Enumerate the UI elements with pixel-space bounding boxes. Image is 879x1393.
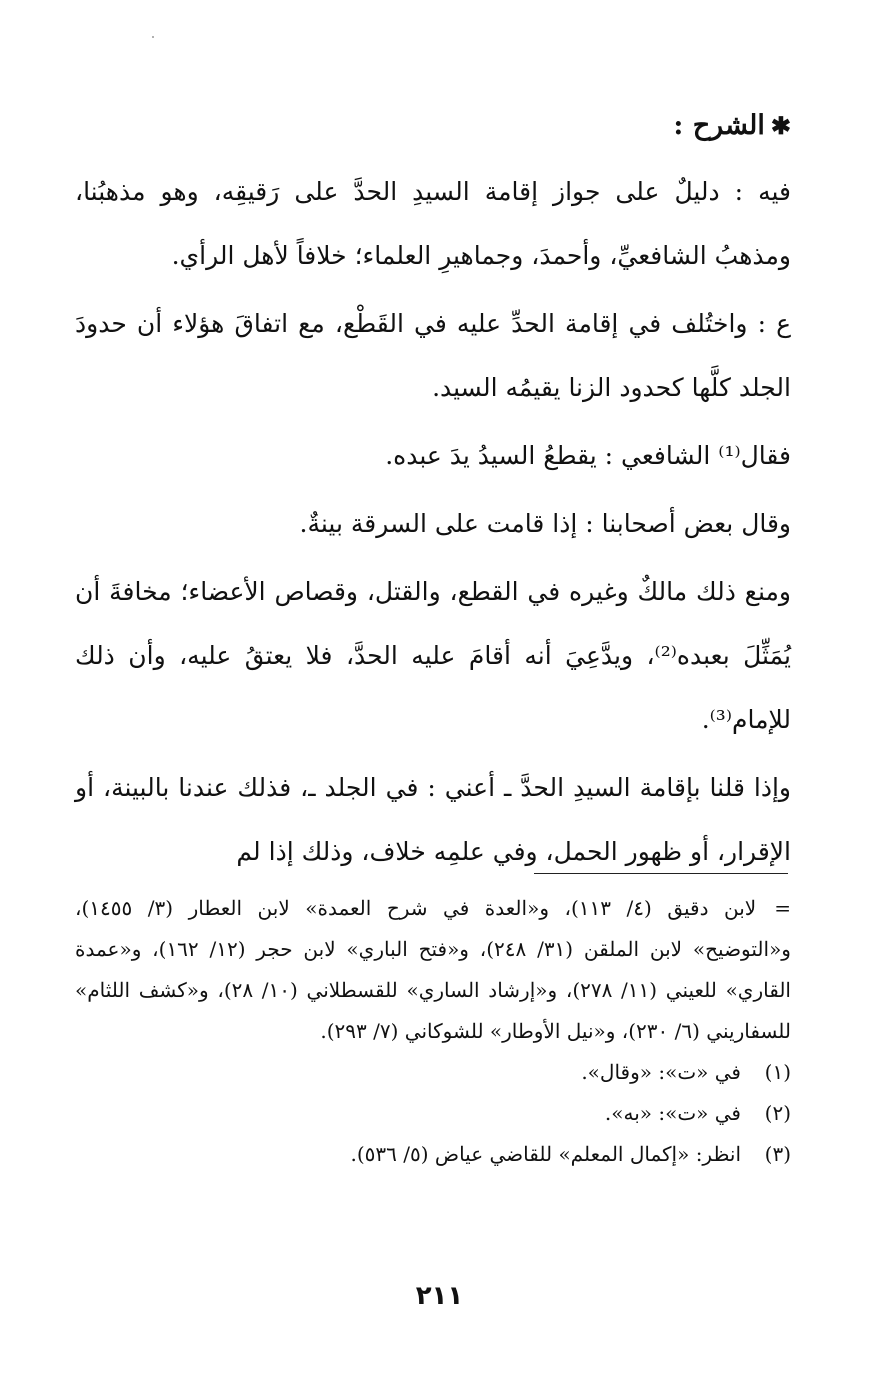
footnote-number: (١): [764, 1060, 791, 1084]
speck: [152, 36, 154, 38]
paragraph: ع : واختُلف في إقامة الحدِّ عليه في القَطْع، مع اتفاقَ هؤلاء أن حدودَ الجلد كلَّها كحدود الزنا يقيمُه السيد.: [75, 309, 791, 402]
main-text: [75, 100, 791, 888]
footnote-text: في «ت»: «به».: [604, 1101, 741, 1125]
footnote: [75, 1093, 791, 1134]
paragraph: وقال بعض أصحابنا : إذا قامت على السرقة بينةٌ.: [299, 509, 791, 538]
footnote-continuation-text: لابن دقيق (٤/ ١١٣)، و«العدة في شرح العمدة» لابن العطار (٣/ ١٤٥٥)، و«التوضيح» لابن الملقن (٣١/ ٢٤٨)، و«فتح الباري» لابن حجر (١٢/ ١٦٢)، و«عمدة القاري» للعيني (١١/ ٢٧٨)، و«إرشاد الساري» للقسطلاني (١٠/ ٢٨)، و«كشف اللثام» للسفاريني (٦/ ٢٣٠)، و«نيل الأوطار» للشوكاني (٧/ ٢٩٣).: [75, 896, 791, 1043]
footnote-text: انظر: «إكمال المعلم» للقاضي عياض (٥/ ٥٣٦).: [350, 1142, 741, 1166]
footnote: [75, 1134, 791, 1175]
footnote-text: في «ت»: «وقال».: [581, 1060, 741, 1084]
paragraph: ومنع ذلك مالكٌ وغيره في القطع، والقتل، وقصاص الأعضاء؛ مخافةَ أن يُمَثِّلَ بعبده⁽²⁾، ويدَّعِيَ أنه أقامَ عليه الحدَّ، فلا يعتقُ عليه، وأن ذلك للإمام⁽³⁾.: [75, 577, 792, 734]
footnote-continuation: [75, 888, 791, 1052]
section-heading: [75, 100, 791, 152]
footnote-separator: [534, 873, 788, 874]
page-number: ٢١١: [415, 1281, 464, 1311]
footnotes: [75, 888, 791, 1175]
continuation-mark: =: [774, 896, 791, 920]
paragraph: وإذا قلنا بإقامة السيدِ الحدَّ ـ أعني : في الجلد ـ، فذلك عندنا بالبينة، أو الإقرار، أو ظهور الحمل، وفي علمِه خلاف، وذلك إذا لم: [75, 773, 791, 866]
footnote: [75, 1052, 791, 1093]
footnote-number: (٣): [764, 1142, 791, 1166]
heading-title: الشرح :: [673, 110, 765, 141]
asterisk-icon: ✱: [770, 111, 791, 140]
footnote-number: (٢): [764, 1101, 791, 1125]
paragraph: فقال⁽¹⁾ الشافعي : يقطعُ السيدُ يدَ عبده.: [385, 441, 791, 470]
paragraph: فيه : دليلٌ على جواز إقامة السيدِ الحدَّ على رَقيقِه، وهو مذهبُنا، ومذهبُ الشافعيِّ، وأحمدَ، وجماهيرِ العلماء؛ خلافاً لأهل الرأي.: [75, 177, 791, 270]
